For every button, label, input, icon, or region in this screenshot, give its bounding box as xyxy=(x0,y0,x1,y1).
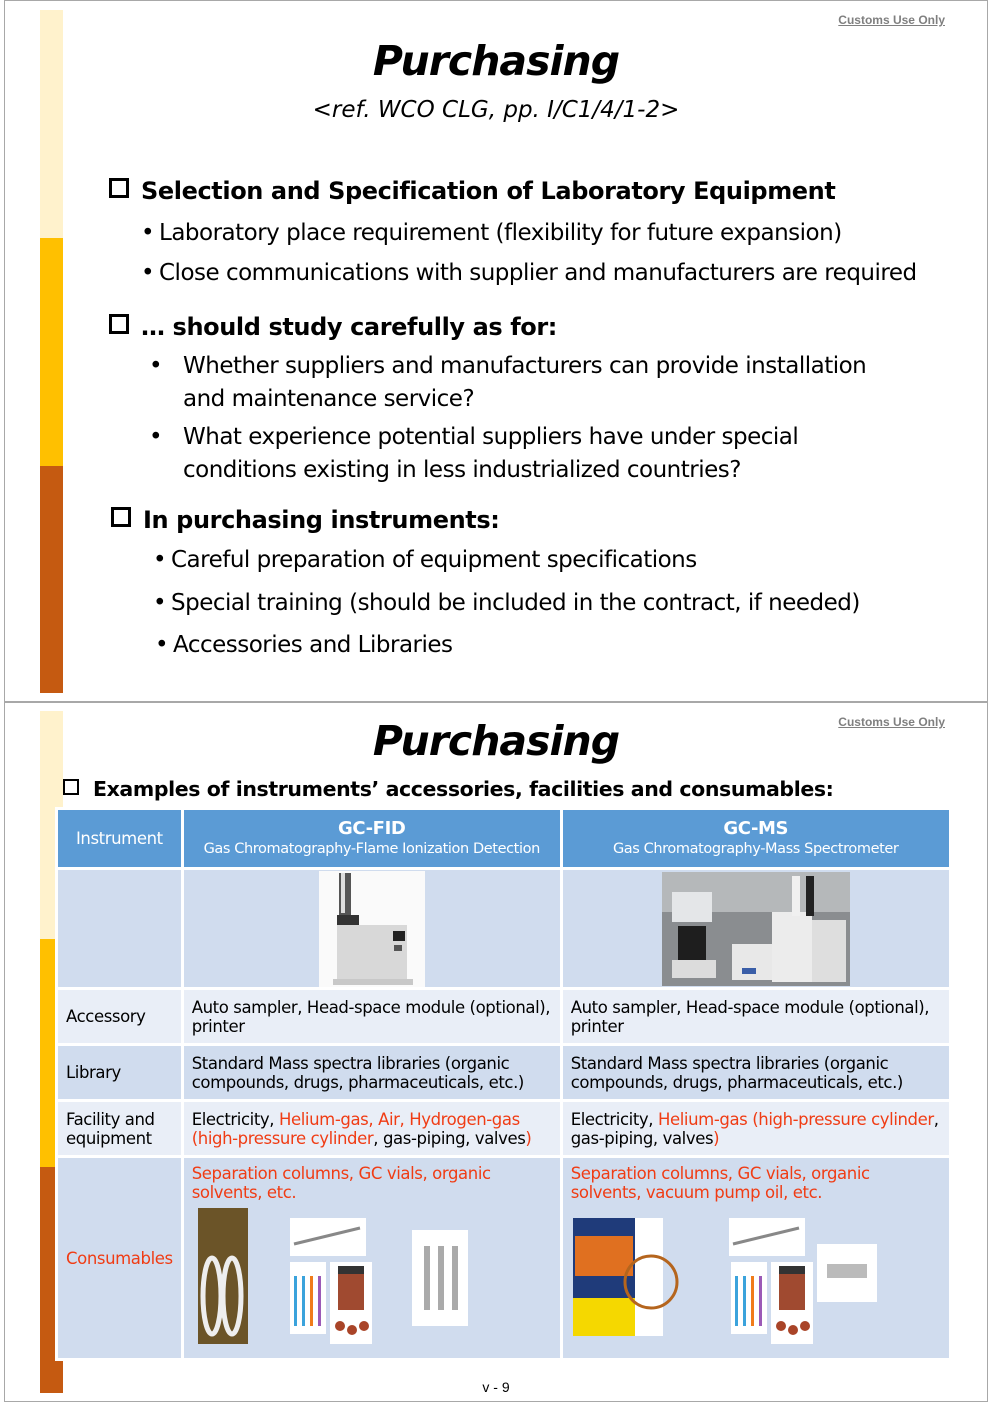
row-label-facility: Facility and equipment xyxy=(57,1101,183,1157)
facility-highlight: Helium-gas, Air, Hydrogen-gas (high-pressure cylinder xyxy=(191,1109,520,1148)
liner-image xyxy=(412,1230,468,1326)
bullet-text: Whether suppliers and manufacturers can provide installation xyxy=(183,353,867,379)
section-heading-text: In purchasing instruments: xyxy=(143,506,500,534)
table-row-images xyxy=(57,869,951,989)
section-heading-text: Examples of instruments’ accessories, facilities and consumables: xyxy=(93,777,834,801)
section-heading-text: … should study carefully as for: xyxy=(141,313,558,341)
header-gc-fid xyxy=(182,809,561,869)
header-gc-ms-subtitle: Gas Chromatography-Mass Spectrometer xyxy=(612,840,899,857)
gc-fid-accessory: Auto sampler, Head-space module (optional), printer xyxy=(182,989,561,1045)
slide-subtitle: <ref. WCO CLG, pp. I/C1/4/1-2> xyxy=(312,97,680,123)
bullet-text-continued: and maintenance service? xyxy=(183,386,475,412)
gc-fid-facility xyxy=(182,1101,561,1157)
bullet-item xyxy=(149,421,798,487)
bullet-icon: • xyxy=(141,220,155,246)
gc-ms-consumables-images xyxy=(571,1206,941,1348)
table-row-facility xyxy=(57,1101,951,1157)
facility-text: , gas-piping, valves xyxy=(373,1128,526,1148)
customs-use-only-label: Customs Use Only xyxy=(838,13,945,27)
images-row-label xyxy=(57,869,183,989)
gc-fid-library: Standard Mass spectra libraries (organic compounds, drugs, pharmaceuticals, etc.) xyxy=(182,1045,561,1101)
header-instrument: Instrument xyxy=(57,809,183,869)
syringe-image xyxy=(290,1218,366,1256)
gc-ms-consumables xyxy=(561,1157,950,1360)
syringe-image xyxy=(729,1218,805,1256)
bullet-icon: • xyxy=(149,353,163,379)
slide-title: Purchasing xyxy=(372,717,620,765)
bullet-text-continued: conditions existing in less industrialized countries? xyxy=(183,457,741,483)
gc-ms-facility xyxy=(561,1101,950,1157)
gc-ms-accessory: Auto sampler, Head-space module (optional), printer xyxy=(561,989,950,1045)
row-label-accessory: Accessory xyxy=(57,989,183,1045)
bullet-text: Accessories and Libraries xyxy=(173,632,453,658)
section-heading-examples xyxy=(63,777,833,801)
section-heading-purchasing xyxy=(111,506,499,534)
facility-text: Electricity, xyxy=(191,1109,279,1129)
section-heading-text: Selection and Specification of Laboratory Equipment xyxy=(141,177,836,205)
bullet-item xyxy=(141,257,917,290)
facility-text: , gas-piping, valves xyxy=(570,1109,939,1148)
bullet-item xyxy=(149,350,866,416)
bullet-icon: • xyxy=(141,260,155,286)
accent-strip-orange xyxy=(40,466,63,693)
section-heading-study xyxy=(109,313,557,341)
facility-text: Electricity, xyxy=(570,1109,658,1129)
row-label-consumables: Consumables xyxy=(57,1157,183,1360)
facility-highlight: ) xyxy=(525,1128,532,1148)
instrument-table xyxy=(55,807,952,1361)
septa-jar-image xyxy=(330,1262,372,1344)
gc-vials-image xyxy=(290,1262,326,1334)
column-nut-image xyxy=(817,1244,877,1302)
checkbox-bullet-icon xyxy=(63,779,79,795)
bullet-item xyxy=(153,587,860,620)
septa-jar-image xyxy=(771,1262,813,1344)
customs-use-only-label: Customs Use Only xyxy=(838,715,945,729)
bullet-icon: • xyxy=(149,424,163,450)
bullet-text: Laboratory place requirement (flexibility for future expansion) xyxy=(159,220,842,246)
header-gc-ms-title: GC-MS xyxy=(723,817,789,839)
gc-fid-image-cell xyxy=(182,869,561,989)
bullet-icon: • xyxy=(153,590,167,616)
checkbox-bullet-icon xyxy=(111,507,131,527)
bullet-text: Special training (should be included in the contract, if needed) xyxy=(171,590,860,616)
table-row-consumables xyxy=(57,1157,951,1360)
checkbox-bullet-icon xyxy=(109,314,129,334)
facility-highlight: Helium-gas (high-pressure cylinder xyxy=(657,1109,934,1129)
bullet-icon: • xyxy=(155,632,169,658)
bullet-item xyxy=(141,217,842,250)
gc-ms-consumables-text: Separation columns, GC vials, organic solvents, vacuum pump oil, etc. xyxy=(570,1164,870,1202)
table-row-library xyxy=(57,1045,951,1101)
section-heading-selection xyxy=(109,177,835,205)
facility-highlight: ) xyxy=(713,1128,720,1148)
checkbox-bullet-icon xyxy=(109,178,129,198)
bullet-item xyxy=(155,629,453,662)
bullet-text: Close communications with supplier and manufacturers are required xyxy=(159,260,917,286)
gc-ms-library: Standard Mass spectra libraries (organic compounds, drugs, pharmaceuticals, etc.) xyxy=(561,1045,950,1101)
page-number: v - 9 xyxy=(482,1379,510,1395)
accent-strip-yellow xyxy=(40,238,63,466)
slide-1 xyxy=(4,0,988,702)
header-gc-fid-title: GC-FID xyxy=(338,817,406,839)
header-gc-ms xyxy=(561,809,950,869)
gc-vials-image xyxy=(731,1262,767,1334)
bullet-item xyxy=(153,544,697,577)
gc-fid-consumables-text: Separation columns, GC vials, organic solvents, etc. xyxy=(191,1164,491,1202)
slide-2 xyxy=(4,702,988,1402)
bullet-text: What experience potential suppliers have under special xyxy=(183,424,799,450)
header-gc-fid-subtitle: Gas Chromatography-Flame Ionization Detection xyxy=(203,840,540,857)
bullet-text: Careful preparation of equipment specifications xyxy=(171,547,697,573)
gc-column-box-image xyxy=(573,1218,677,1336)
table-row-accessory xyxy=(57,989,951,1045)
row-label-library: Library xyxy=(57,1045,183,1101)
gc-fid-consumables-images xyxy=(192,1206,552,1348)
gc-fid-instrument-image xyxy=(319,871,425,987)
gc-fid-consumables xyxy=(182,1157,561,1360)
bullet-icon: • xyxy=(153,547,167,573)
separation-column-image xyxy=(198,1208,248,1344)
table-header-row xyxy=(57,809,951,869)
slide-title: Purchasing xyxy=(372,37,620,85)
gc-ms-instrument-image xyxy=(662,872,850,986)
gc-ms-image-cell xyxy=(561,869,950,989)
